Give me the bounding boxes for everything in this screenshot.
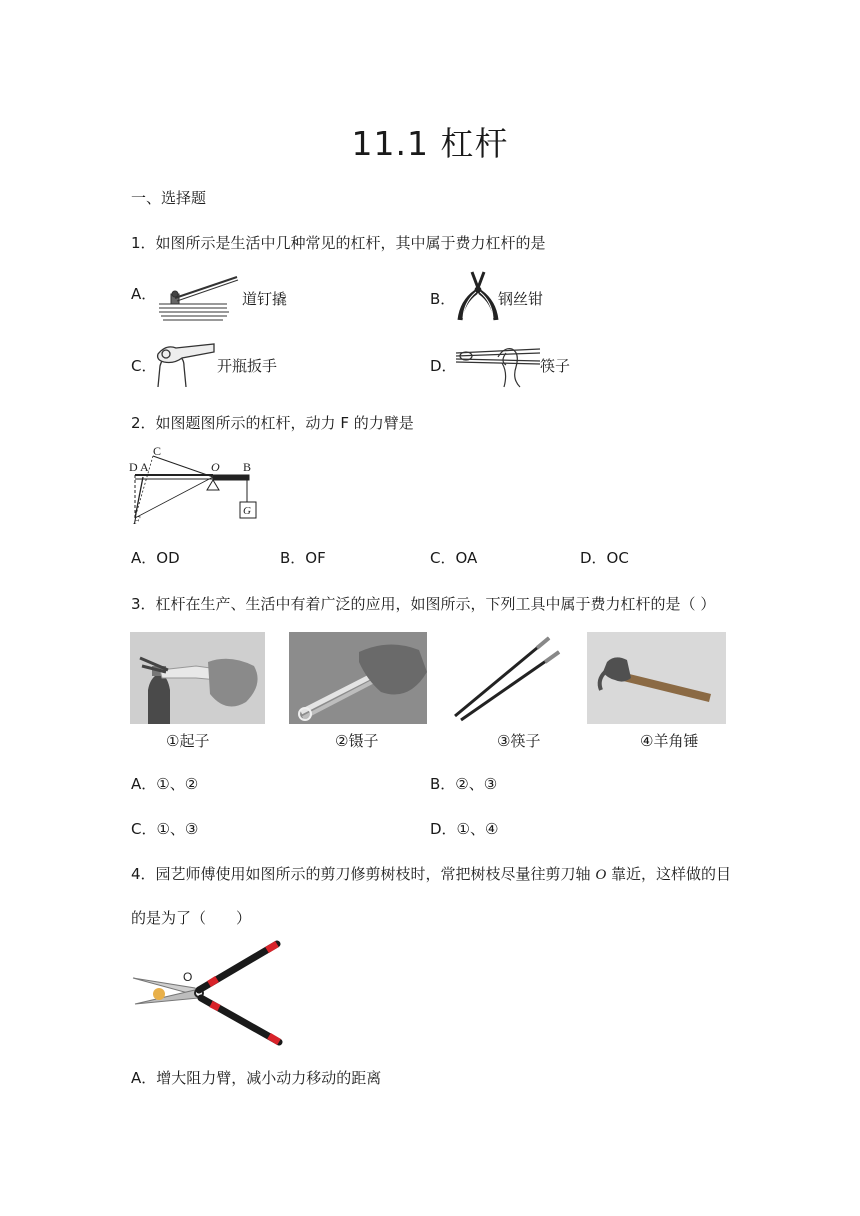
q3-caption-3: ③筷子 bbox=[497, 732, 541, 750]
weight-label-g: G bbox=[243, 505, 251, 517]
hedge-shears-illustration bbox=[129, 938, 285, 1048]
q3-caption-1: ①起子 bbox=[166, 732, 210, 750]
pliers-icon bbox=[454, 268, 500, 324]
q1-option-c-label: 开瓶扳手 bbox=[217, 357, 278, 375]
q4-stem-part-2: 靠近，这样做的目 bbox=[610, 865, 731, 883]
q1-option-b-label: 钢丝钳 bbox=[498, 290, 544, 308]
option-letter: C． bbox=[131, 357, 157, 375]
tweezers-photo bbox=[289, 632, 427, 724]
q1-option-a-label: 道钉撬 bbox=[242, 290, 288, 308]
chopsticks-photo bbox=[449, 632, 567, 724]
q1-option-a[interactable] bbox=[131, 283, 156, 304]
pivot-label: O bbox=[183, 970, 193, 984]
point-label-c: C bbox=[153, 444, 162, 458]
page-title: 11.1 杠杆 bbox=[351, 124, 509, 163]
q3-option-c[interactable]: C．①、③ bbox=[131, 820, 199, 838]
q1-option-b[interactable] bbox=[430, 288, 455, 309]
point-label-b: B bbox=[243, 460, 252, 474]
q3-caption-4: ④羊角锤 bbox=[640, 732, 699, 750]
point-label-a: A bbox=[140, 460, 149, 474]
option-letter: D． bbox=[430, 357, 457, 375]
q2-option-d[interactable]: D．OC bbox=[580, 549, 629, 567]
q1-stem: 1．如图所示是生活中几种常见的杠杆，其中属于费力杠杆的是 bbox=[131, 234, 546, 252]
option-letter: B． bbox=[430, 290, 456, 308]
q2-option-b[interactable]: B．OF bbox=[280, 549, 326, 567]
bottle-opener-icon bbox=[152, 340, 218, 388]
q1-option-d[interactable] bbox=[430, 355, 457, 376]
q4-option-a[interactable]: A．增大阻力臂，减小动力移动的距离 bbox=[131, 1069, 382, 1087]
q3-option-b[interactable]: B．②、③ bbox=[430, 775, 498, 793]
q2-stem: 2．如图题图所示的杠杆，动力 F 的力臂是 bbox=[131, 414, 414, 432]
chopsticks-icon bbox=[454, 343, 542, 389]
point-label-f: F bbox=[133, 513, 141, 526]
q3-caption-2: ②镊子 bbox=[335, 732, 379, 750]
q2-option-a[interactable]: A．OD bbox=[131, 549, 180, 567]
q4-stem-line-2: 的是为了（ ） bbox=[131, 909, 252, 927]
q3-stem: 3．杠杆在生产、生活中有着广泛的应用，如图所示，下列工具中属于费力杠杆的是（ ） bbox=[131, 595, 716, 613]
q3-option-d[interactable]: D．①、④ bbox=[430, 820, 499, 838]
q4-axis-label: O bbox=[595, 867, 607, 883]
section-heading: 一、选择题 bbox=[131, 189, 207, 207]
q4-stem-line-1 bbox=[131, 863, 731, 884]
point-label-o: O bbox=[211, 460, 220, 474]
q2-option-c[interactable]: C．OA bbox=[430, 549, 478, 567]
bottle-opener-photo bbox=[130, 632, 265, 724]
q4-stem-part-1: 4．园艺师傅使用如图所示的剪刀修剪树枝时，常把树枝尽量往剪刀轴 bbox=[131, 865, 591, 883]
q1-option-d-label: 筷子 bbox=[540, 357, 571, 375]
claw-hammer-photo bbox=[587, 632, 726, 724]
lever-diagram bbox=[129, 444, 259, 526]
option-letter: A． bbox=[131, 285, 157, 303]
point-label-d: D bbox=[129, 460, 138, 474]
q3-option-a[interactable]: A．①、② bbox=[131, 775, 199, 793]
crowbar-icon bbox=[157, 274, 242, 324]
